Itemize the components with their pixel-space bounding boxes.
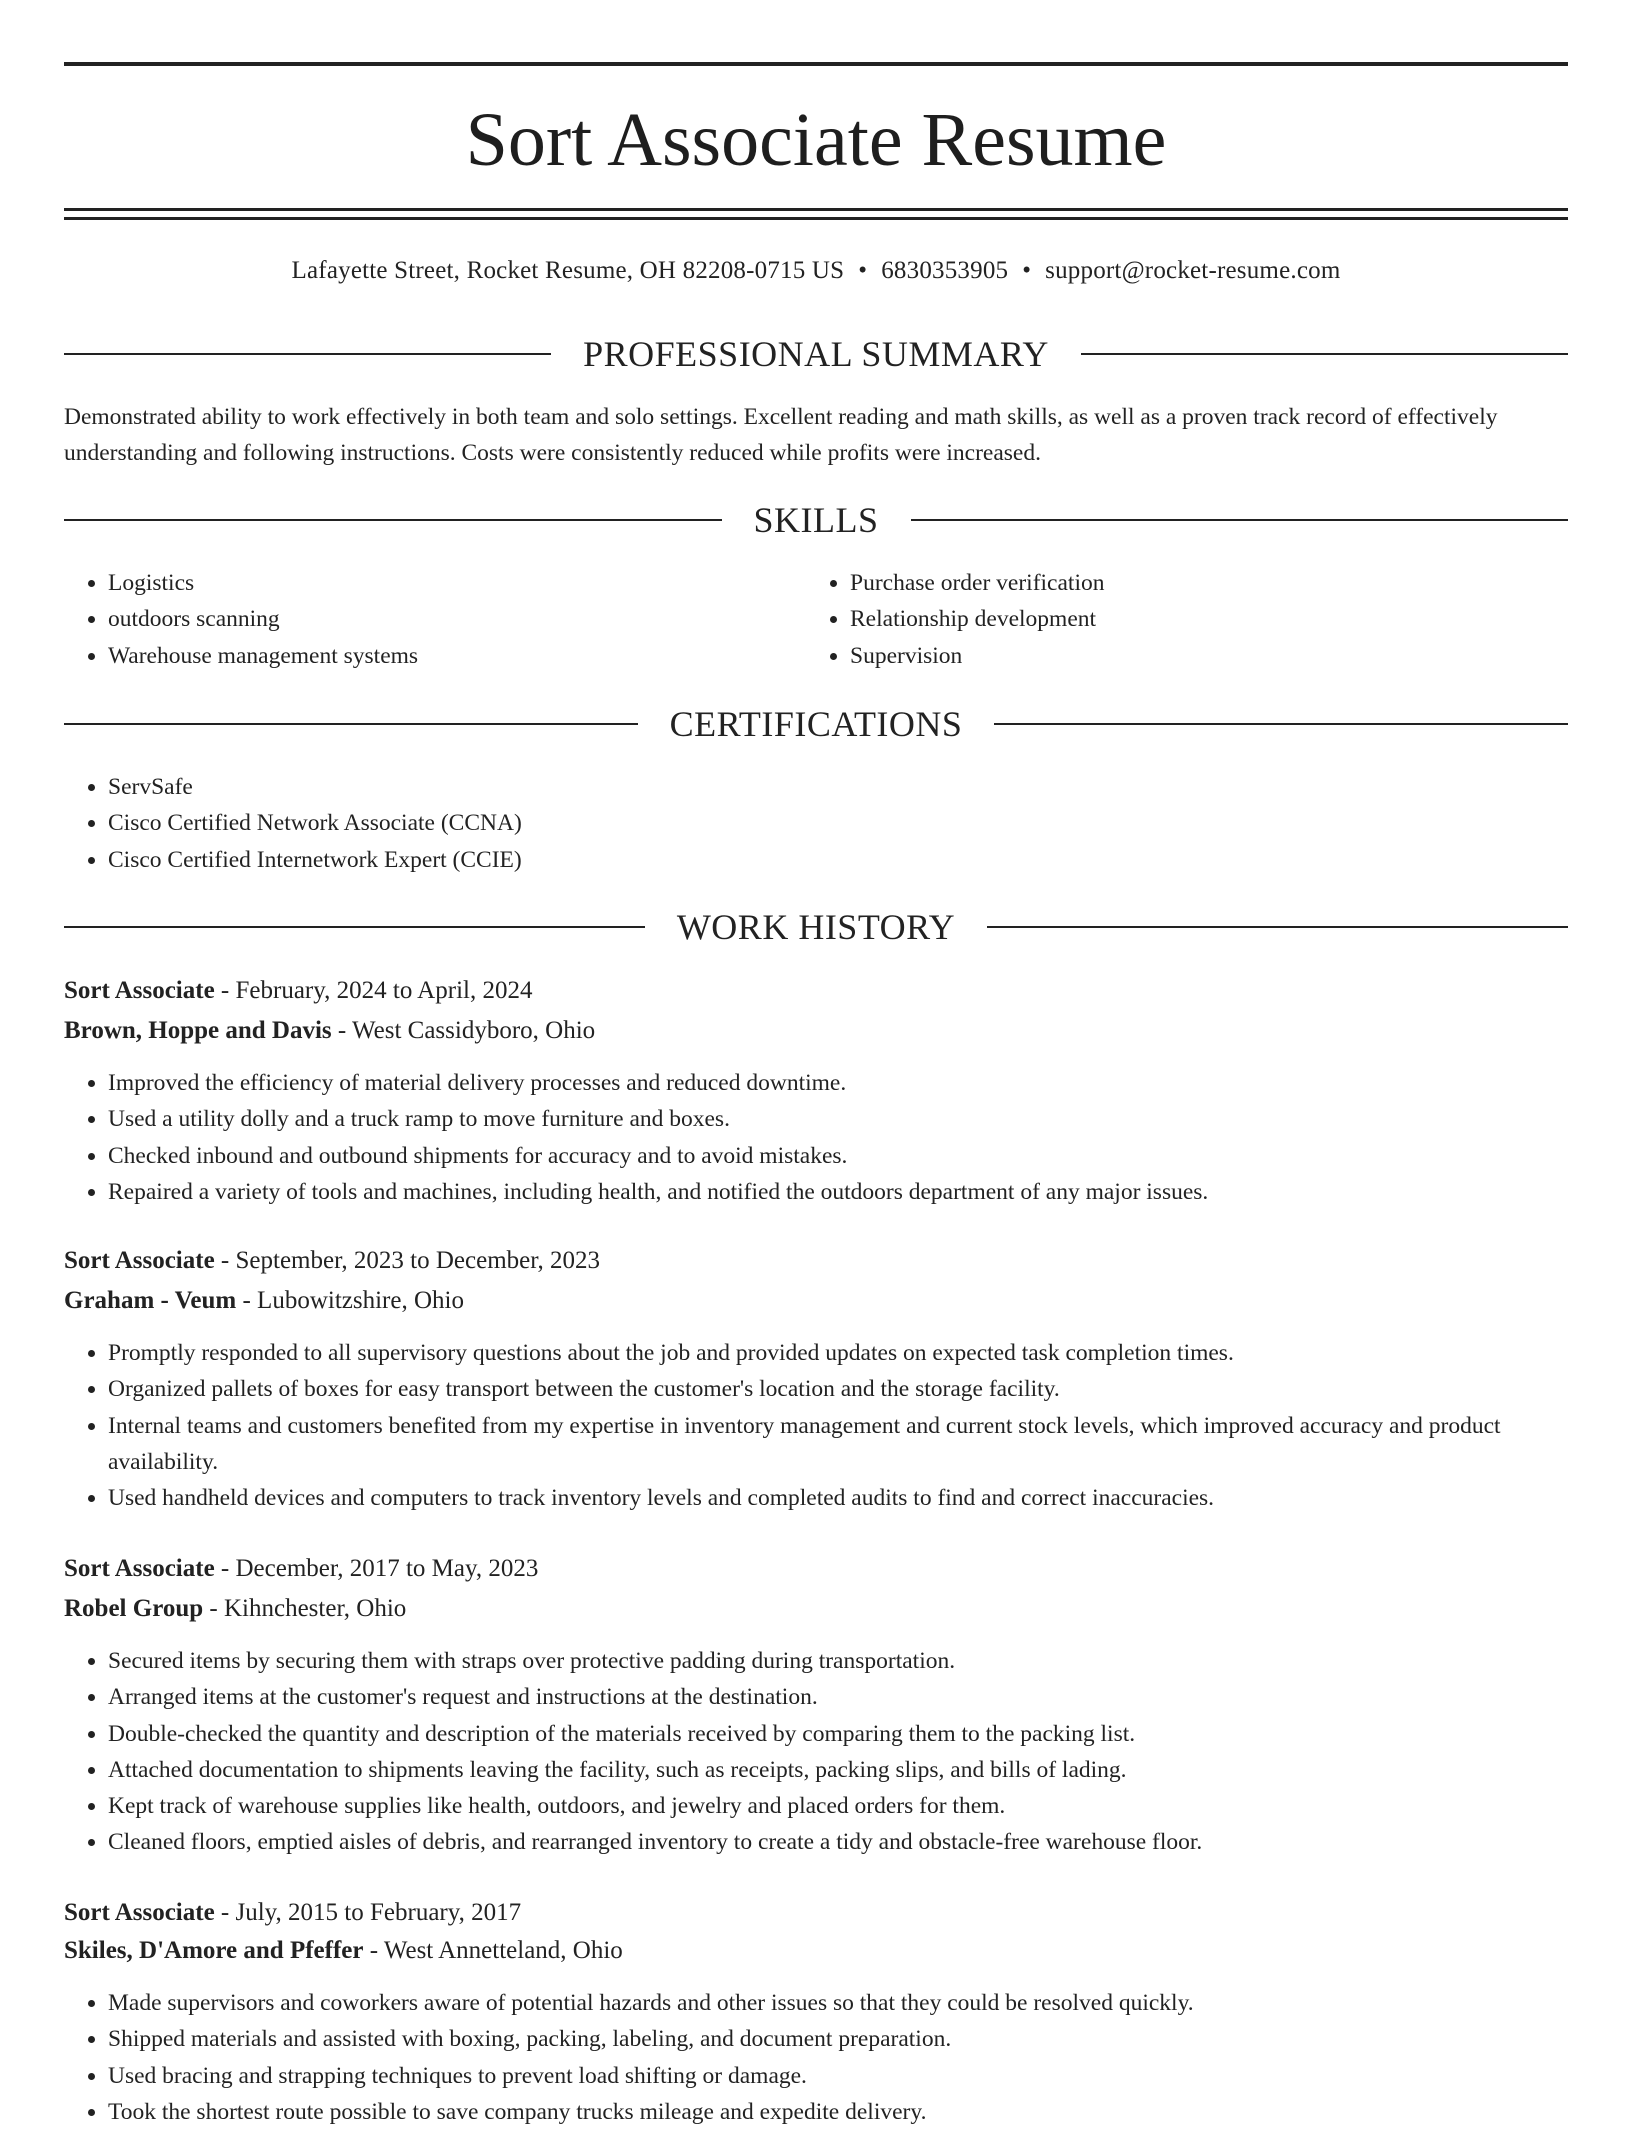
job-location: - West Annetteland, Ohio [363,1937,623,1964]
job-company: Brown, Hoppe and Davis [64,1017,332,1044]
work-history-heading-row [64,905,1568,949]
job-bullet: • Internal teams and customers benefited from my expertise in inventory management and current stock levels, which improved accuracy and product availability. [108,1408,1548,1481]
skill-item: • Logistics [108,565,808,601]
summary-heading: PROFESSIONAL SUMMARY [583,334,1049,374]
divider [994,723,1568,725]
divider [1081,353,1568,355]
top-rule [64,62,1568,66]
skill-item: • Purchase order verification [850,565,1550,601]
job-bullets [64,1643,1548,1861]
job-location: - West Cassidyboro, Ohio [331,1017,596,1044]
skills-heading: SKILLS [753,500,879,540]
divider [987,926,1568,928]
work-history-heading: WORK HISTORY [676,907,956,947]
job-company: Robel Group [64,1595,204,1622]
job-company-line [64,1592,1568,1626]
certification-item: • ServSafe [108,769,1548,805]
job-bullet: • Cleaned floors, emptied aisles of debris, and rearranged inventory to create a tidy and obstacle-free warehouse floor. [108,1824,1548,1860]
divider [64,926,645,928]
divider [64,353,551,355]
job-role: Sort Associate [64,977,215,1004]
job-title-line [64,1552,1568,1586]
resume-title: Sort Associate Resume [465,98,1167,182]
job-bullet: • Used bracing and strapping techniques to prevent load shifting or damage. [108,2058,1548,2094]
certification-item: • Cisco Certified Network Associate (CCNA) [108,805,1548,841]
title-double-rule [64,208,1568,220]
job-bullets [64,1335,1548,1516]
skill-item: • outdoors scanning [108,601,808,637]
certification-item: • Cisco Certified Internetwork Expert (CCIE) [108,842,1548,878]
job-title-line [64,974,1568,1008]
job-bullet: • Arranged items at the customer's request and instructions at the destination. [108,1679,1548,1715]
job-company: Skiles, D'Amore and Pfeffer [64,1937,364,1964]
skill-item: • Relationship development [850,601,1550,637]
contact-email: support@rocket-resume.com [1045,257,1341,284]
job-role: Sort Associate [64,1555,215,1582]
job-bullet: • Made supervisors and coworkers aware of potential hazards and other issues so that they could be resolved quickly. [108,1985,1548,2021]
job-bullet: • Attached documentation to shipments leaving the facility, such as receipts, packing slips, and bills of lading. [108,1752,1548,1788]
job-bullets [64,1065,1548,1210]
divider [911,519,1569,521]
job-company-line [64,1934,1568,1968]
job-dates: - February, 2024 to April, 2024 [214,977,533,1004]
job-company: Graham - Veum [64,1287,237,1314]
job-bullet: • Secured items by securing them with straps over protective padding during transportation. [108,1643,1548,1679]
job-bullet: • Used a utility dolly and a truck ramp to move furniture and boxes. [108,1101,1548,1137]
job-bullet: • Shipped materials and assisted with boxing, packing, labeling, and document preparation. [108,2021,1548,2057]
job-dates: - July, 2015 to February, 2017 [214,1899,522,1926]
job-location: - Kihnchester, Ohio [203,1595,407,1622]
job-company-line [64,1014,1568,1048]
job-title-line [64,1896,1568,1930]
contact-line [64,254,1568,288]
job-bullet: • Kept track of warehouse supplies like health, outdoors, and jewelry and placed orders for them. [108,1788,1548,1824]
job-bullet: • Checked inbound and outbound shipments for accuracy and to avoid mistakes. [108,1138,1548,1174]
job-company-line [64,1284,1568,1318]
job-location: - Lubowitzshire, Ohio [236,1287,464,1314]
certifications-list [64,769,1548,878]
job-role: Sort Associate [64,1247,215,1274]
job-bullet: • Took the shortest route possible to save company trucks mileage and expedite delivery. [108,2094,1548,2130]
contact-separator: • [858,257,868,284]
divider [64,723,638,725]
job-dates: - December, 2017 to May, 2023 [214,1555,539,1582]
job-bullet: • Used handheld devices and computers to track inventory levels and completed audits to find and correct inaccuracies. [108,1480,1548,1516]
skill-item: • Warehouse management systems [108,638,808,674]
certifications-heading-row [64,702,1568,746]
summary-text: Demonstrated ability to work effectively in both team and solo settings. Excellent reading and math skills, as well as a proven track record of effectively understanding and following instructions. Costs were consistently reduced while profits were increased. [64,404,1498,466]
job-bullet: • Repaired a variety of tools and machines, including health, and notified the outdoors department of any major issues. [108,1174,1548,1210]
skills-heading-row [64,498,1568,542]
contact-separator: • [1022,257,1032,284]
summary-heading-row [64,332,1568,376]
skills-list-left [64,565,808,674]
job-bullet: • Improved the efficiency of material delivery processes and reduced downtime. [108,1065,1548,1101]
job-dates: - September, 2023 to December, 2023 [214,1247,601,1274]
job-title-line [64,1244,1568,1278]
job-bullet: • Double-checked the quantity and description of the materials received by comparing them to the packing list. [108,1716,1548,1752]
contact-phone: 6830353905 [881,257,1009,284]
skills-list-right [806,565,1550,674]
job-bullet: • Organized pallets of boxes for easy transport between the customer's location and the storage facility. [108,1371,1548,1407]
divider [64,519,722,521]
contact-address: Lafayette Street, Rocket Resume, OH 82208-0715 US [291,257,845,284]
job-role: Sort Associate [64,1899,215,1926]
skill-item: • Supervision [850,638,1550,674]
certifications-heading: CERTIFICATIONS [669,704,963,744]
job-bullet: • Promptly responded to all supervisory questions about the job and provided updates on expected task completion times. [108,1335,1548,1371]
job-bullets [64,1985,1548,2130]
